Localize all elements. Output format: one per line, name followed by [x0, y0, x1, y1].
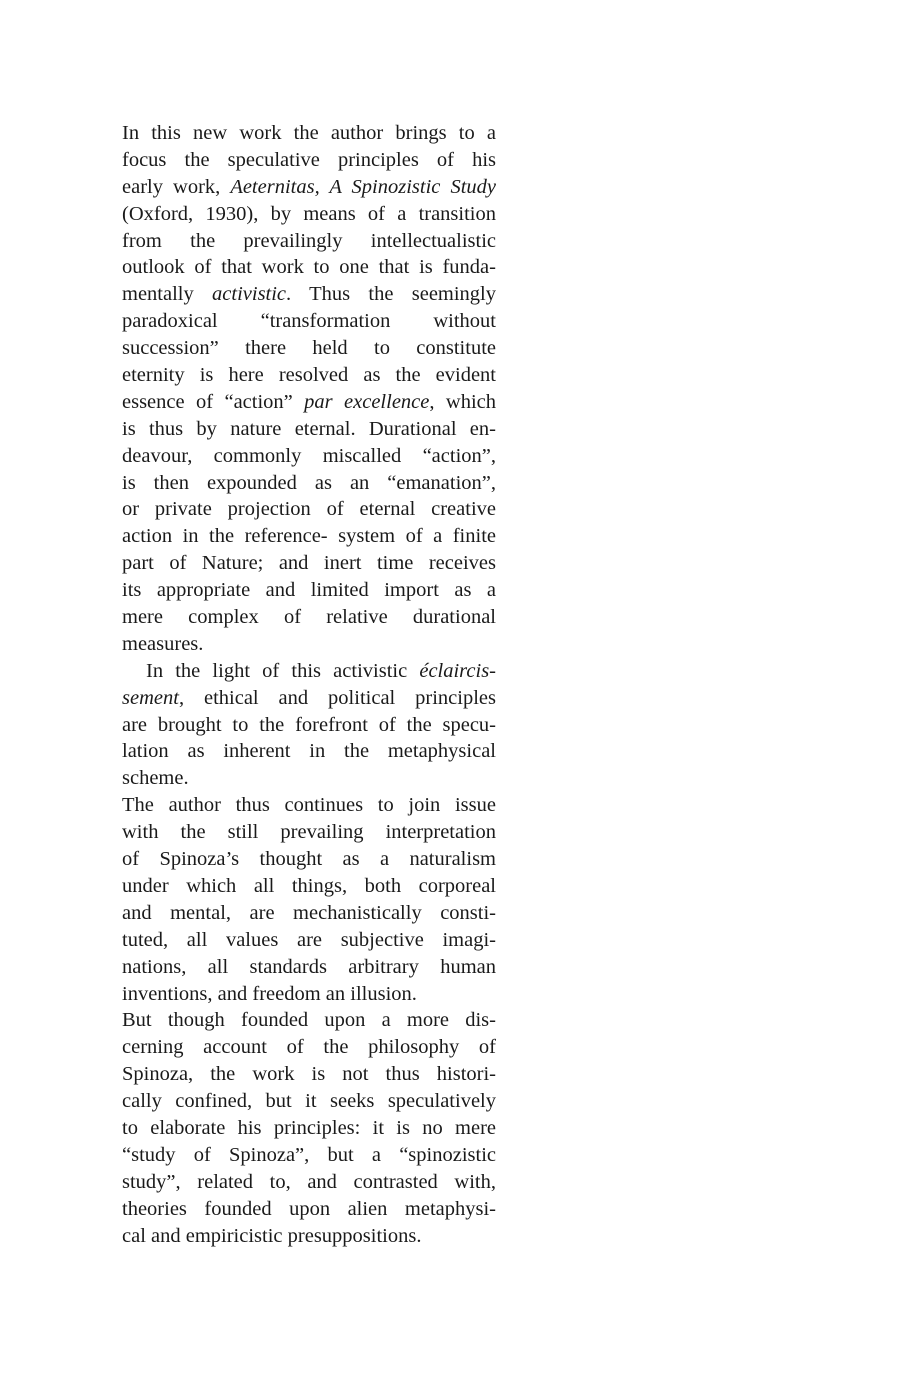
paragraph	[122, 120, 496, 658]
text-run: , which	[429, 390, 496, 413]
text-line	[122, 362, 496, 389]
text-run: paradoxical “transformation without	[122, 310, 496, 333]
text-run: are brought to the forefront of the specu-	[122, 713, 496, 736]
text-line	[122, 1088, 496, 1115]
text-run: mere complex of relative durational	[122, 606, 496, 629]
text-run: inventions, and freedom an illusion.	[122, 982, 417, 1005]
text-line	[122, 604, 496, 631]
italic-text: Aeternitas, A Spinozistic Study	[230, 175, 496, 198]
text-run: focus the speculative principles of his	[122, 148, 496, 171]
text-line	[122, 120, 496, 147]
text-run: The author thus continues to join issue	[122, 794, 496, 817]
text-run: from the prevailingly intellectualistic	[122, 229, 496, 252]
text-line	[122, 658, 496, 685]
text-run: deavour, commonly miscalled “action”,	[122, 444, 496, 467]
text-run: cerning account of the philosophy of	[122, 1036, 496, 1059]
text-line	[122, 254, 496, 281]
text-run: “study of Spinoza”, but a “spinozistic	[122, 1143, 496, 1166]
text-run: of Spinoza’s thought as a naturalism	[122, 848, 496, 871]
text-run: its appropriate and limited import as a	[122, 579, 496, 602]
italic-text: activistic	[212, 283, 287, 306]
text-run: is thus by nature eternal. Durational en-	[122, 417, 496, 440]
text-run: is then expounded as an “emanation”,	[122, 471, 496, 494]
text-line	[122, 1142, 496, 1169]
text-line	[122, 335, 496, 362]
text-line	[122, 281, 496, 308]
text-run: outlook of that work to one that is funda-	[122, 256, 496, 279]
text-run: , ethical and political principles	[178, 686, 496, 709]
text-run: eternity is here resolved as the evident	[122, 364, 496, 387]
text-run: to elaborate his principles: it is no mere	[122, 1116, 496, 1139]
text-run: scheme.	[122, 767, 189, 790]
text-run: study”, related to, and contrasted with,	[122, 1170, 496, 1193]
text-line	[122, 470, 496, 497]
text-line	[122, 443, 496, 470]
text-line	[122, 174, 496, 201]
text-line	[122, 577, 496, 604]
text-line	[122, 523, 496, 550]
text-run: In the light of this activistic	[146, 659, 420, 682]
text-line	[122, 712, 496, 739]
text-run: under which all things, both corporeal	[122, 874, 496, 897]
text-line	[122, 846, 496, 873]
paragraph	[122, 658, 496, 792]
text-line	[122, 819, 496, 846]
text-line	[122, 981, 496, 1008]
text-line	[122, 308, 496, 335]
paragraph	[122, 1007, 496, 1249]
blurb-text-block	[122, 120, 496, 1249]
text-line	[122, 147, 496, 174]
text-line	[122, 685, 496, 712]
text-line	[122, 738, 496, 765]
text-line	[122, 1007, 496, 1034]
text-run: . Thus the seemingly	[286, 283, 496, 306]
text-line	[122, 927, 496, 954]
text-line	[122, 765, 496, 792]
text-line	[122, 550, 496, 577]
text-run: action in the reference- system of a finite	[122, 525, 496, 548]
italic-text: éclaircis-	[419, 659, 496, 682]
text-run: In this new work the author brings to a	[122, 122, 496, 144]
text-run: with the still prevailing interpretation	[122, 821, 496, 844]
text-line	[122, 1196, 496, 1223]
text-run: mentally	[122, 283, 213, 306]
italic-text: par excellence	[304, 390, 430, 413]
text-run: tuted, all values are subjective imagi-	[122, 928, 496, 951]
text-line	[122, 900, 496, 927]
text-line	[122, 416, 496, 443]
text-line	[122, 1034, 496, 1061]
text-run: (Oxford, 1930), by means of a transition	[122, 202, 496, 225]
text-line	[122, 228, 496, 255]
text-run: cally confined, but it seeks speculatively	[122, 1090, 496, 1113]
text-run: nations, all standards arbitrary human	[122, 955, 496, 978]
text-run: succession” there held to constitute	[122, 337, 496, 360]
text-line	[122, 1061, 496, 1088]
text-line	[122, 1115, 496, 1142]
text-run: But though founded upon a more dis-	[122, 1009, 496, 1032]
text-run: measures.	[122, 632, 204, 655]
text-run: cal and empiricistic presuppositions.	[122, 1224, 422, 1247]
text-run: lation as inherent in the metaphysical	[122, 740, 496, 763]
text-line	[122, 873, 496, 900]
text-line	[122, 389, 496, 416]
text-line	[122, 201, 496, 228]
paragraph	[122, 792, 496, 1007]
text-run: and mental, are mechanistically consti-	[122, 901, 496, 924]
text-run: essence of “action”	[122, 390, 305, 413]
text-line	[122, 1169, 496, 1196]
text-run: part of Nature; and inert time receives	[122, 552, 496, 575]
text-run: early work,	[122, 175, 231, 198]
text-line	[122, 496, 496, 523]
text-run: or private projection of eternal creative	[122, 498, 496, 521]
text-line	[122, 1223, 496, 1250]
text-line	[122, 631, 496, 658]
text-line	[122, 792, 496, 819]
italic-text: sement	[122, 686, 179, 709]
text-line	[122, 954, 496, 981]
text-run: Spinoza, the work is not thus histori-	[122, 1063, 496, 1086]
text-run: theories founded upon alien metaphysi-	[122, 1197, 496, 1220]
